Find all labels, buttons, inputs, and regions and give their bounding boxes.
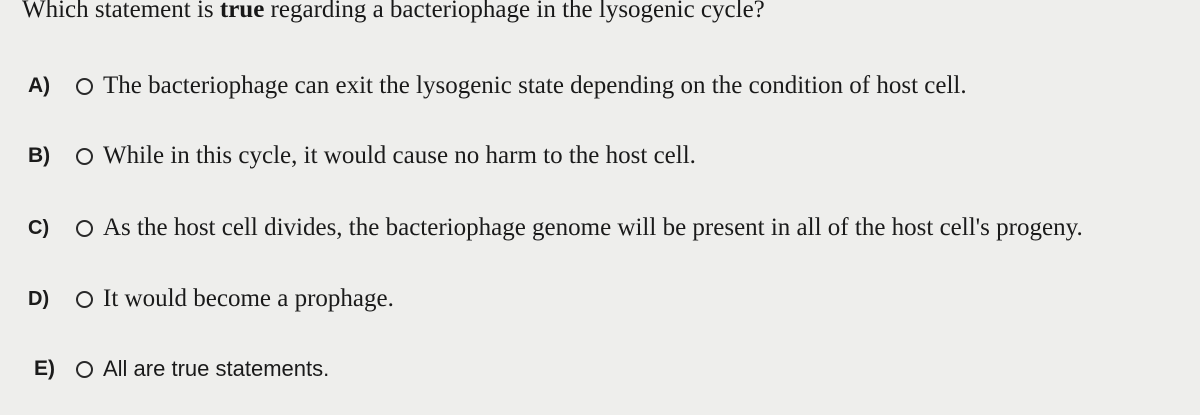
- question-suffix: regarding a bacteriophage in the lysogenic cycle?: [264, 0, 765, 23]
- option-b-radio[interactable]: [76, 148, 93, 165]
- option-d-letter: D): [28, 287, 50, 310]
- question-text: [22, 0, 765, 24]
- option-d-text: It would become a prophage.: [103, 285, 394, 312]
- option-e[interactable]: [28, 356, 329, 382]
- option-c-radio[interactable]: [76, 220, 93, 237]
- option-e-text: All are true statements.: [103, 356, 330, 381]
- question-prefix: Which statement is: [22, 0, 220, 23]
- option-d-radio[interactable]: [76, 291, 93, 308]
- option-b-letter: B): [28, 144, 51, 167]
- option-a-text: The bacteriophage can exit the lysogenic state depending on the condition of host cell.: [103, 72, 967, 99]
- option-e-letter: E): [34, 357, 55, 380]
- question-emphasis: true: [219, 0, 265, 23]
- option-a-radio[interactable]: [76, 78, 93, 95]
- option-b-text: While in this cycle, it would cause no harm to the host cell.: [103, 142, 696, 169]
- option-b[interactable]: [28, 142, 696, 170]
- option-d[interactable]: [28, 285, 394, 313]
- option-a[interactable]: [28, 72, 967, 100]
- option-a-letter: A): [28, 74, 51, 97]
- option-c[interactable]: [28, 214, 1083, 242]
- option-c-text: As the host cell divides, the bacteriophage genome will be present in all of the host cell's progeny.: [103, 214, 1083, 241]
- option-e-radio[interactable]: [76, 361, 93, 378]
- option-c-letter: C): [28, 216, 50, 239]
